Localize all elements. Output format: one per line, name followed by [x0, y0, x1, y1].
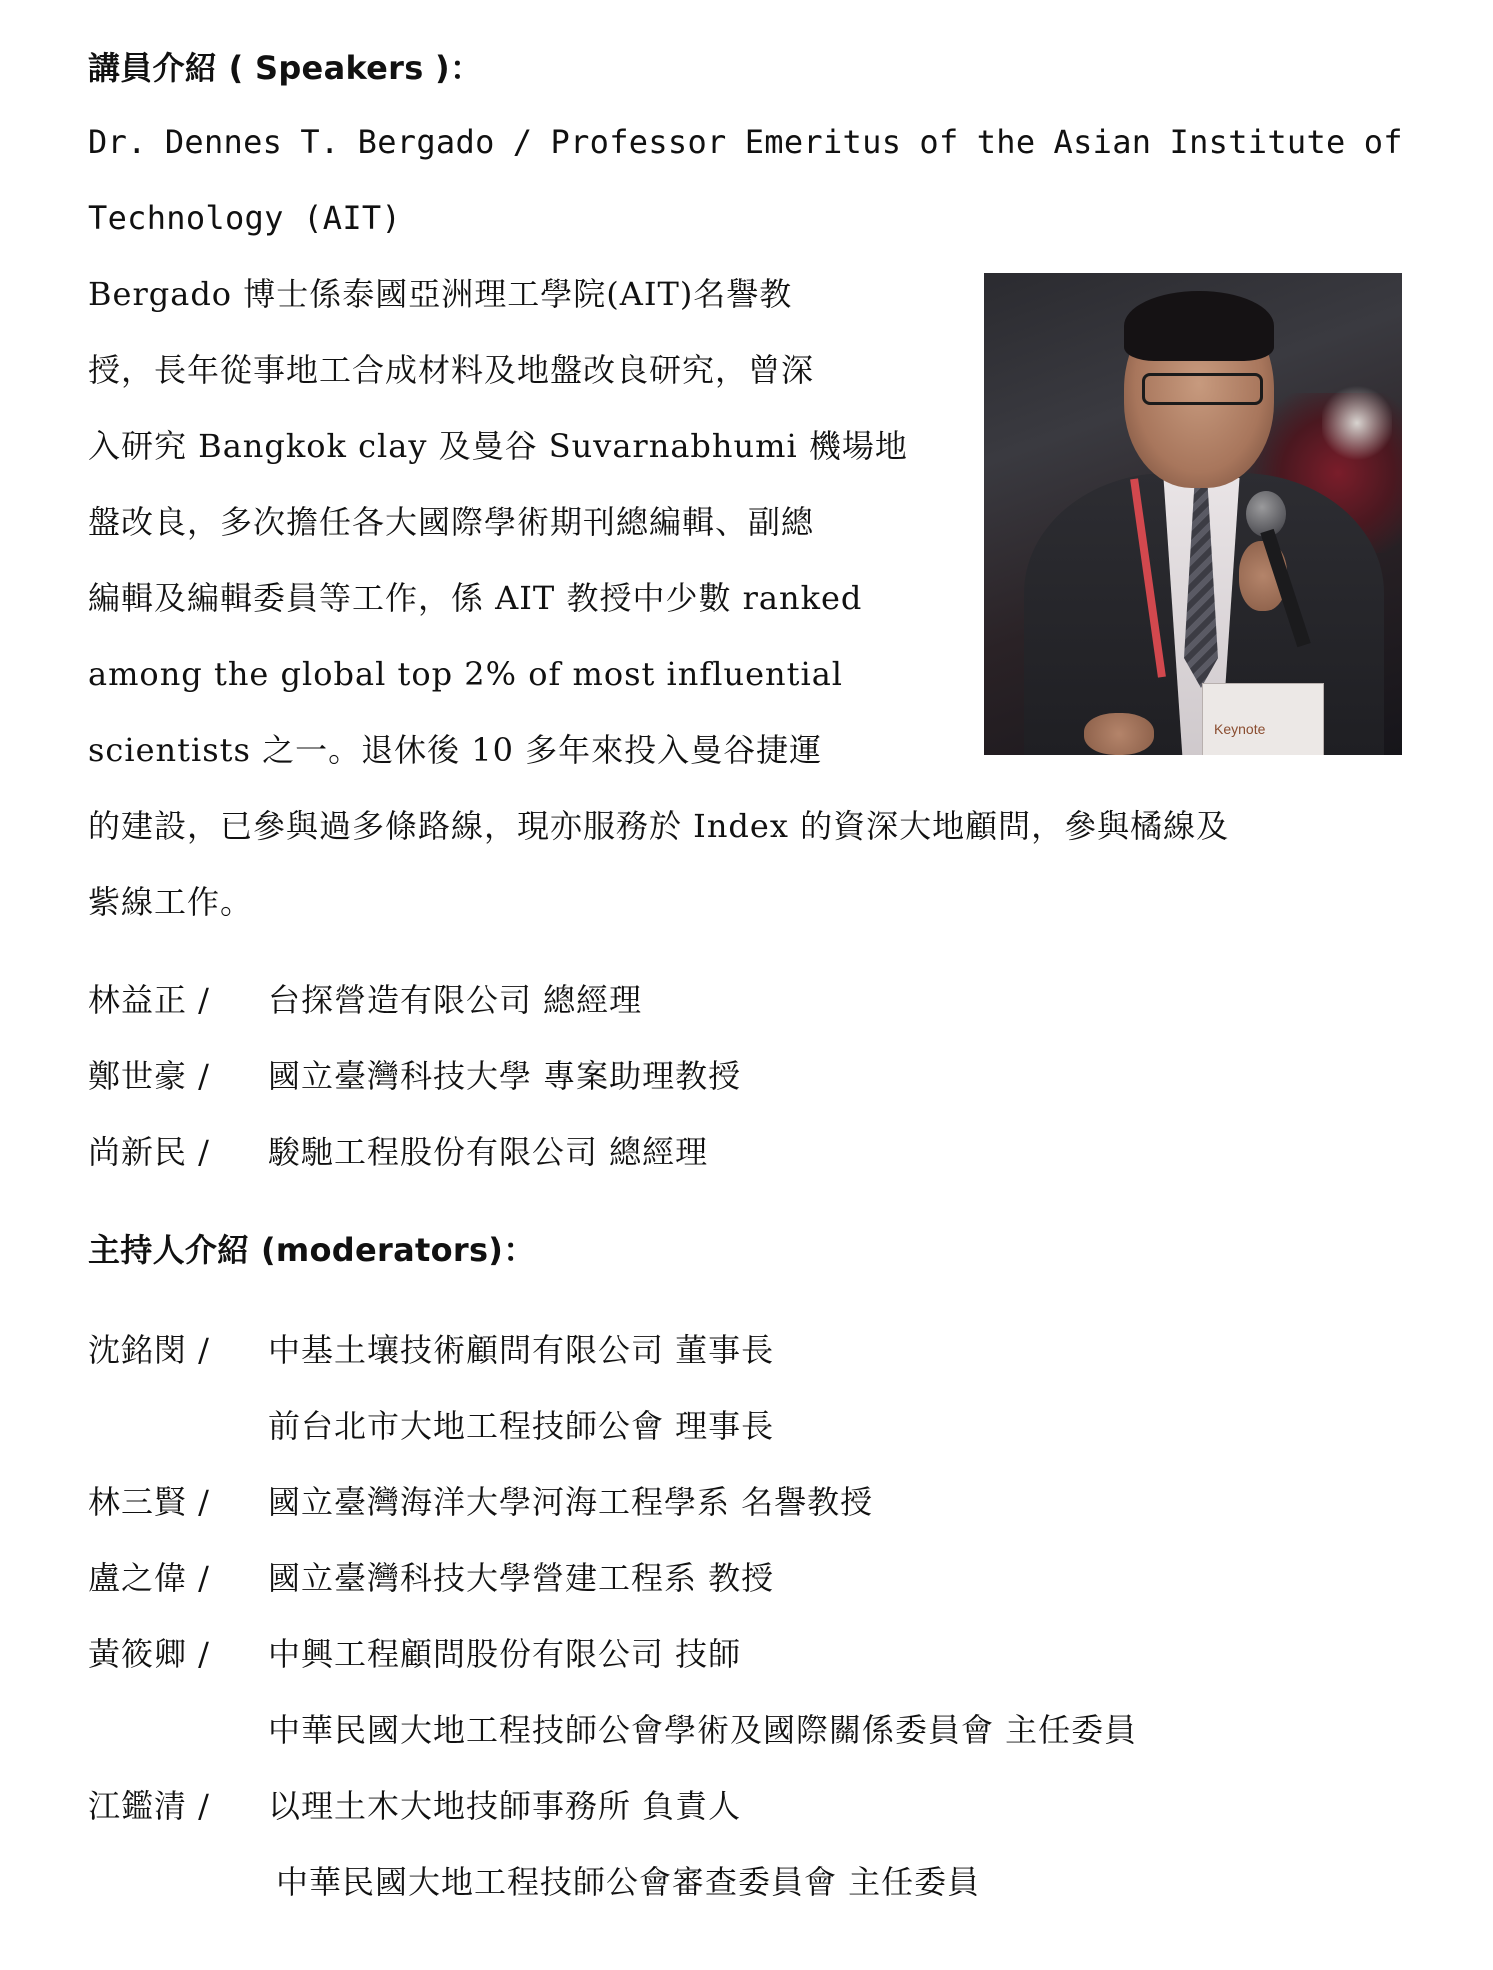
speaker-name: 林益正 / [88, 981, 210, 1019]
moderator-role-extra: 中華民國大地工程技師公會學術及國際關係委員會 主任委員 [268, 1711, 1138, 1749]
moderator-entry [88, 1482, 873, 1522]
keynote-title [88, 122, 1403, 162]
moderator-name: 黃筱卿 / [88, 1635, 210, 1673]
keynote-speaker-photo [984, 273, 1402, 755]
bio-line: among the global top 2% of most influential [88, 655, 844, 693]
moderator-entry [88, 1558, 774, 1598]
bio-line: Bergado 博士係泰國亞洲理工學院(AIT)名譽教 [88, 275, 793, 313]
moderator-name: 盧之偉 / [88, 1559, 210, 1597]
keynote-title-word: Emeritus [744, 123, 902, 161]
speaker-name: 鄭世豪 / [88, 1057, 210, 1095]
bio-line: 的建設，已參與過多條路線，現亦服務於 Index 的資深大地顧問，參與橘線及 [88, 807, 1230, 845]
bio-line: 編輯及編輯委員等工作，係 AIT 教授中少數 ranked [88, 579, 863, 617]
speakers-heading: 講員介紹 ( Speakers )： [88, 49, 483, 87]
bio-line: 紫線工作。 [88, 883, 254, 921]
moderator-role: 中基土壤技術顧問有限公司 董事長 [268, 1331, 775, 1369]
keynote-title-word: / [512, 123, 533, 161]
bio-line: 入研究 Bangkok clay 及曼谷 Suvarnabhumi 機場地 [88, 427, 908, 465]
keynote-title-word: Professor [550, 123, 727, 161]
moderator-entry [88, 1786, 741, 1826]
keynote-title-line2: Technology (AIT) [88, 199, 402, 237]
moderator-entry [88, 1330, 774, 1370]
speaker-name: 尚新民 / [88, 1133, 210, 1171]
keynote-title-word: Asian [1053, 123, 1152, 161]
name-badge [1202, 683, 1324, 755]
speaker-role: 駿馳工程股份有限公司 總經理 [268, 1133, 709, 1171]
badge-text: Keynote [1214, 721, 1266, 737]
moderator-role: 以理土木大地技師事務所 負責人 [268, 1787, 742, 1825]
keynote-title-word: Dennes [164, 123, 283, 161]
moderator-name: 林三賢 / [88, 1483, 210, 1521]
keynote-title-word: the [976, 123, 1036, 161]
moderators-heading: 主持人介紹 (moderators)： [88, 1231, 536, 1269]
keynote-title-word: Bergado [357, 123, 495, 161]
speaker-role: 國立臺灣科技大學 專案助理教授 [268, 1057, 742, 1095]
moderator-name: 沈銘閔 / [88, 1331, 210, 1369]
bio-line: 盤改良，多次擔任各大國際學術期刊總編輯、副總 [88, 503, 815, 541]
speaker-entry [88, 980, 642, 1020]
moderator-role: 國立臺灣科技大學營建工程系 教授 [268, 1559, 775, 1597]
speaker-entry [88, 1056, 741, 1096]
speaker-role: 台探營造有限公司 總經理 [268, 981, 643, 1019]
bio-line: 授，長年從事地工合成材料及地盤改良研究，曾深 [88, 351, 815, 389]
keynote-title-word: Dr. [88, 123, 147, 161]
moderator-name: 江鑑清 / [88, 1787, 210, 1825]
moderator-role-extra: 前台北市大地工程技師公會 理事長 [268, 1407, 775, 1445]
moderator-role-extra: 中華民國大地工程技師公會審查委員會 主任委員 [276, 1863, 981, 1901]
speaker-entry [88, 1132, 708, 1172]
keynote-title-word: of [1363, 123, 1403, 161]
bio-line: scientists 之一。退休後 10 多年來投入曼谷捷運 [88, 731, 823, 769]
moderator-role: 國立臺灣海洋大學河海工程學系 名譽教授 [268, 1483, 874, 1521]
moderator-role: 中興工程顧問股份有限公司 技師 [268, 1635, 742, 1673]
keynote-title-word: T. [300, 123, 340, 161]
keynote-title-word: Institute [1169, 123, 1346, 161]
moderator-entry [88, 1634, 741, 1674]
keynote-title-word: of [919, 123, 959, 161]
